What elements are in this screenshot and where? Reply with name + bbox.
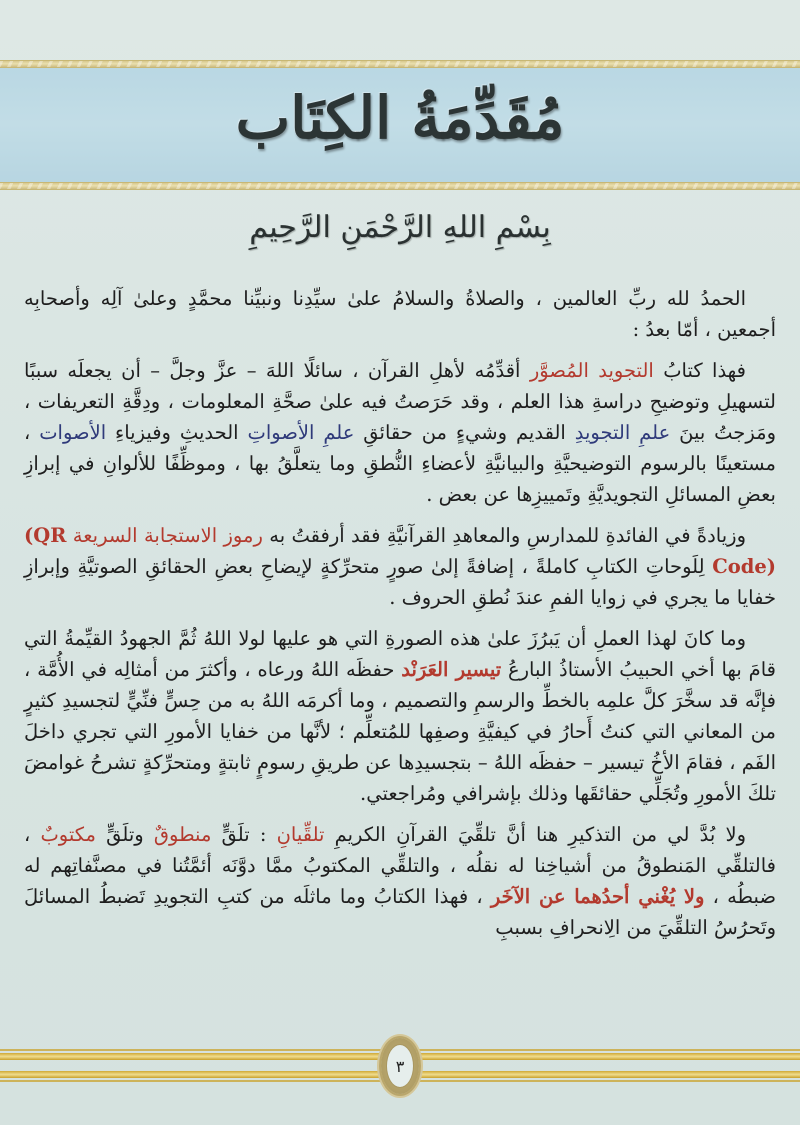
text-segment: ، مستعينًا بالرسوم التوضيحيَّةِ والبيانيَّةِ لأعضاءِ النُّطقِ وما يتعلَّقُ بها ، وموظِّفًا للألوانِ في إبرازِ بعضِ المسائلِ التجويديَّةِ وتَمييزِها عن بعض . xyxy=(24,421,776,506)
text-segment: القديم وشيءٍ من حقائقِ xyxy=(354,421,575,444)
highlighted-term: التجويد المُصوَّر xyxy=(529,359,654,382)
chapter-title: مُقَدِّمَةُ الكِتَاب xyxy=(235,84,565,152)
page-number: ٣ xyxy=(386,1044,414,1088)
text-segment: وما كانَ لهذا العملِ أن يَبرُزَ علىٰ هذه الصورةِ التي هو عليها لولا اللهُ ثُمَّ الجهودُ القيِّمةُ التي قامَ بها أخي الحبيبُ الأستاذُ البارعُ xyxy=(24,627,776,681)
highlighted-term: منطوقٌ xyxy=(153,823,212,846)
highlighted-term: علمِ الأصواتِ xyxy=(247,421,355,444)
highlighted-term: الأصوات xyxy=(39,421,107,444)
body-text xyxy=(24,283,776,943)
text-segment: أقدِّمُه لأهلِ القرآن ، سائلًا اللهَ – عزَّ وجلَّ – أن يجعلَه سببًا لتسهيلِ وتوضيحِ دراسةِ هذا العلم ، وقد حَرَصتُ فيه علىٰ صحَّةِ المعلومات ، ودِقَّةِ التعريفات ، ومَزجتُ بينَ xyxy=(24,359,776,444)
paragraph-reception xyxy=(24,819,776,943)
highlighted-term: (QR Code) xyxy=(24,524,776,578)
highlighted-term: علمِ التجويدِ xyxy=(574,421,671,444)
basmala: بِسْمِ اللهِ الرَّحْمَنِ الرَّحِيمِ xyxy=(249,210,551,245)
highlighted-term: رموز الاستجابة السريعة xyxy=(72,524,263,547)
text-segment: حفظَه اللهُ ورعاه ، وأكثرَ من أمثالِه في الأُمَّة ، فإنَّه قد سخَّرَ كلَّ علمِه بالخطِّ والرسمِ والتصميم ، وما أكرمَه اللهُ به من حِسٍّ فنِّيٍّ لتجسيدِ كثيرٍ من المعاني التي كنتُ أَحارُ في كيفيَّةِ وصفِها للمُتعلِّم ؛ لأنَّها من خفايا الأمورِ التي تجري داخلَ الفَم ، فقامَ الأخُ تيسير – حفظَه اللهُ – بتجسيدِها عن طريقِ رسومٍ ثابتةٍ ومتحرِّكةٍ تشرحُ غوامضَ تلكَ الأمورِ وتُجَلِّي حقائقَها وذلك بإشرافي ومُراجعتي. xyxy=(24,658,776,805)
highlighted-term: تيسير العَرَنْد xyxy=(401,658,502,681)
text-segment: : تلَقٍّ xyxy=(211,823,277,846)
text-segment: ، فالتلقِّي المَنطوقُ من أشياخِنا له نقلُه ، والتلقِّي المكتوبُ ممَّا دوَّنَه أئمَّتُنا في مصنَّفاتِهم له ضبطُه ، xyxy=(24,823,776,908)
text-segment: لِلَوحاتِ الكتابِ كاملةً ، إضافةً إلىٰ صورٍ متحرِّكةٍ لإيضاحِ بعضِ الحقائقِ الصوتيَّةِ وإبرازِ خفايا ما يجري في زوايا الفمِ عندَ نُطقِ الحروف . xyxy=(24,555,776,609)
text-segment: ، فهذا الكتابُ وما ماثلَه من كتبِ التجويدِ تَضبطُ المسائلَ وتَحرُسُ التلقِّيَ من الِانحرافِ بسببِ xyxy=(24,885,776,939)
paragraph-acknowledgement xyxy=(24,623,776,809)
text-segment: ولا بُدَّ لي من التذكيرِ هنا أنَّ تلقِّيَ القرآنِ الكريمِ xyxy=(324,823,746,846)
banner-bottom-gold-border xyxy=(0,182,800,190)
text-segment: وتلَقٍّ xyxy=(95,823,154,846)
paragraph-opening xyxy=(24,283,776,345)
text-segment: فهذا كتابُ xyxy=(653,359,746,382)
text-segment: الحمدُ لله ربِّ العالمين ، والصلاةُ والسلامُ علىٰ سيِّدِنا ونبيِّنا محمَّدٍ وعلىٰ آلِه وأصحابِه أجمعين ، أمّا بعدُ : xyxy=(24,287,776,341)
paragraph-book-intro xyxy=(24,355,776,510)
text-segment: الحديثِ وفيزياءِ xyxy=(106,421,248,444)
text-segment: وزيادةً في الفائدةِ للمدارسِ والمعاهدِ القرآنيَّةِ فقد أرفقتُ به xyxy=(262,524,747,547)
banner-top-gold-border xyxy=(0,60,800,68)
highlighted-term: ولا يُغْني أحدُهما عن الآخَر xyxy=(490,885,705,908)
highlighted-term: مكتوبٌ xyxy=(40,823,96,846)
paragraph-qr-codes xyxy=(24,520,776,613)
highlighted-term: تلقِّيانِ xyxy=(276,823,325,846)
page-number-medallion xyxy=(381,1038,419,1094)
